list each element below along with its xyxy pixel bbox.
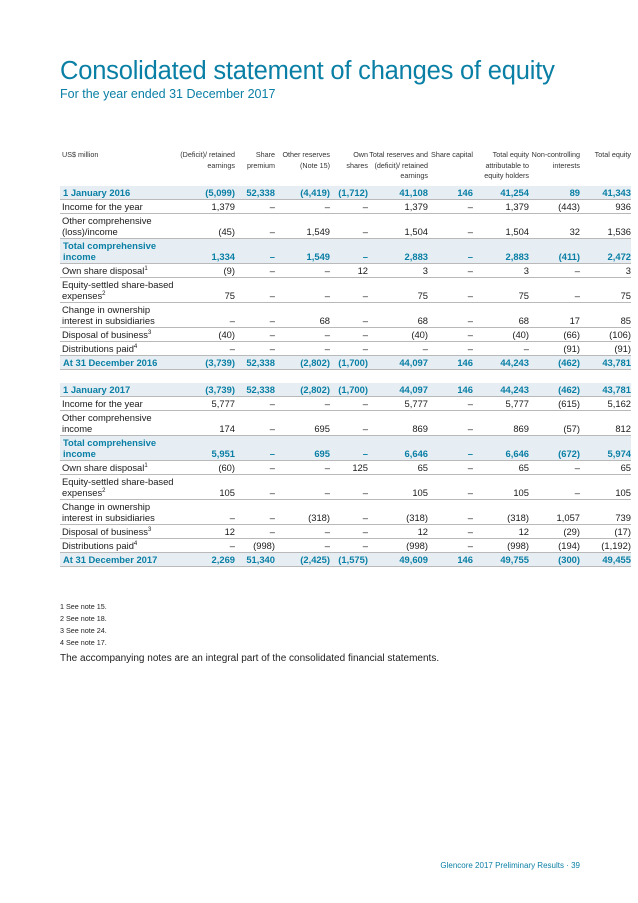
value-cell: 6,646 (368, 435, 428, 460)
value-cell: 1,549 (275, 238, 330, 263)
table-header-row (60, 150, 631, 186)
value-cell: 44,243 (473, 355, 529, 369)
value-cell: 5,162 (580, 396, 631, 410)
row-label-text: 1 January 2016 (63, 186, 131, 198)
value-cell: 89 (529, 186, 580, 200)
value-cell: 43,781 (580, 355, 631, 369)
equity-table (60, 150, 631, 567)
value-cell: 49,609 (368, 552, 428, 566)
value-cell: – (275, 327, 330, 341)
value-cell: 41,343 (580, 186, 631, 200)
value-cell: – (330, 435, 368, 460)
value-cell: – (235, 213, 275, 238)
value-cell: (318) (275, 499, 330, 524)
value-cell: 5,951 (180, 435, 235, 460)
value-cell: (106) (580, 327, 631, 341)
value-cell: – (235, 410, 275, 435)
value-cell: (45) (180, 213, 235, 238)
value-cell: – (235, 263, 275, 277)
value-cell: 41,108 (368, 186, 428, 200)
value-cell: – (428, 277, 473, 302)
table-subtotal-row (60, 435, 631, 460)
table-subtotal-row (60, 383, 631, 397)
value-cell: 68 (368, 302, 428, 327)
value-cell: – (330, 341, 368, 355)
value-cell: – (428, 199, 473, 213)
value-cell: (40) (368, 327, 428, 341)
row-label-text: Distributions paid (62, 342, 134, 354)
footnote-ref: 2 (102, 290, 106, 297)
value-cell: 5,974 (580, 435, 631, 460)
value-cell: (194) (529, 538, 580, 552)
value-cell: 1,379 (180, 199, 235, 213)
value-cell: (40) (180, 327, 235, 341)
value-cell: 52,338 (235, 383, 275, 397)
row-label-text: Disposal of business (62, 525, 148, 537)
table-row (60, 499, 631, 524)
value-cell: – (275, 524, 330, 538)
column-header: Share capital (431, 150, 473, 159)
row-label-text: Change in ownership interest in subsidiaries (62, 500, 155, 523)
row-label-text: Equity-settled share-based expenses (62, 278, 174, 301)
value-cell: – (235, 302, 275, 327)
value-cell: 105 (473, 474, 529, 499)
row-label (60, 524, 180, 538)
value-cell: – (235, 238, 275, 263)
value-cell: 52,338 (235, 355, 275, 369)
table-subtotal-row (60, 552, 631, 566)
value-cell: – (428, 327, 473, 341)
value-cell: 2,883 (368, 238, 428, 263)
row-label-text: Equity-settled share-based expenses (62, 475, 174, 498)
table-row (60, 327, 631, 341)
value-cell: (998) (368, 538, 428, 552)
value-cell: 75 (580, 277, 631, 302)
value-cell: 1,504 (473, 213, 529, 238)
value-cell: – (235, 341, 275, 355)
row-label-text: Total comprehensive income (63, 239, 157, 262)
row-label-text: Own share disposal (62, 264, 145, 276)
value-cell: 49,455 (580, 552, 631, 566)
row-label-text: Other comprehensive (loss)/income (62, 214, 152, 237)
value-cell: – (428, 460, 473, 474)
value-cell: 105 (580, 474, 631, 499)
value-cell: – (235, 327, 275, 341)
footnote-ref: 4 (133, 540, 138, 547)
table-row (60, 302, 631, 327)
table-row (60, 341, 631, 355)
row-label (60, 199, 180, 213)
value-cell: 65 (368, 460, 428, 474)
value-cell: 3 (368, 263, 428, 277)
footnote: 2 See note 18. (60, 614, 107, 623)
table-subtotal-row (60, 355, 631, 369)
value-cell: (66) (529, 327, 580, 341)
value-cell: – (235, 277, 275, 302)
footnote-ref: 3 (147, 329, 152, 336)
table-row (60, 277, 631, 302)
row-label (60, 213, 180, 238)
value-cell: (615) (529, 396, 580, 410)
row-label (60, 341, 180, 355)
value-cell: – (275, 396, 330, 410)
value-cell: (318) (473, 499, 529, 524)
value-cell: (672) (529, 435, 580, 460)
row-label-text: Disposal of business (62, 328, 148, 340)
value-cell: (91) (580, 341, 631, 355)
footnote-ref: 4 (133, 343, 138, 350)
value-cell: (17) (580, 524, 631, 538)
value-cell: 2,269 (180, 552, 235, 566)
column-header: Share premium (247, 150, 275, 170)
value-cell: 869 (473, 410, 529, 435)
column-header: Total equity (594, 150, 631, 159)
value-cell: 695 (275, 410, 330, 435)
value-cell: – (529, 474, 580, 499)
value-cell: 51,340 (235, 552, 275, 566)
value-cell: 43,781 (580, 383, 631, 397)
value-cell: – (428, 341, 473, 355)
row-label-text: At 31 December 2016 (63, 356, 158, 368)
value-cell: – (330, 199, 368, 213)
table-body (60, 186, 631, 567)
table-subtotal-row (60, 186, 631, 200)
value-cell: – (330, 538, 368, 552)
value-cell: (2,425) (275, 552, 330, 566)
statement-note: The accompanying notes are an integral part of the consolidated financial statements. (60, 653, 440, 664)
value-cell: – (235, 524, 275, 538)
value-cell: – (529, 263, 580, 277)
column-header: Non-controlling interests (531, 150, 580, 170)
value-cell: 75 (473, 277, 529, 302)
value-cell: 2,883 (473, 238, 529, 263)
value-cell: (1,700) (330, 355, 368, 369)
row-label-text: Total comprehensive income (63, 436, 157, 459)
row-label (60, 410, 180, 435)
value-cell: – (180, 341, 235, 355)
value-cell: – (275, 460, 330, 474)
value-cell: – (235, 435, 275, 460)
value-cell: 105 (368, 474, 428, 499)
value-cell: – (428, 474, 473, 499)
value-cell: – (368, 341, 428, 355)
value-cell: – (529, 460, 580, 474)
value-cell: (443) (529, 199, 580, 213)
value-cell: – (428, 410, 473, 435)
row-label (60, 263, 180, 277)
value-cell: 1,379 (473, 199, 529, 213)
value-cell: (91) (529, 341, 580, 355)
value-cell: 12 (180, 524, 235, 538)
value-cell: (462) (529, 383, 580, 397)
row-label-text: Distributions paid (62, 539, 134, 551)
value-cell: – (275, 474, 330, 499)
footnote: 4 See note 17. (60, 638, 107, 647)
value-cell: 1,379 (368, 199, 428, 213)
value-cell: – (428, 263, 473, 277)
table-subtotal-row (60, 238, 631, 263)
value-cell: 75 (180, 277, 235, 302)
value-cell: 739 (580, 499, 631, 524)
value-cell: – (330, 524, 368, 538)
value-cell: – (428, 213, 473, 238)
value-cell: 32 (529, 213, 580, 238)
page-subtitle: For the year ended 31 December 2017 (60, 87, 276, 101)
footnote-ref: 2 (102, 487, 106, 494)
value-cell: – (330, 499, 368, 524)
value-cell: 52,338 (235, 186, 275, 200)
value-cell: 5,777 (180, 396, 235, 410)
value-cell: – (529, 277, 580, 302)
value-cell: (1,712) (330, 186, 368, 200)
value-cell: – (330, 277, 368, 302)
value-cell: (998) (235, 538, 275, 552)
value-cell: – (428, 435, 473, 460)
value-cell: 812 (580, 410, 631, 435)
value-cell: 17 (529, 302, 580, 327)
row-label (60, 552, 180, 566)
row-label (60, 355, 180, 369)
footnote: 3 See note 24. (60, 626, 107, 635)
value-cell: (60) (180, 460, 235, 474)
row-label-text: Other comprehensive income (62, 411, 152, 434)
value-cell: – (235, 474, 275, 499)
value-cell: 12 (330, 263, 368, 277)
value-cell: 68 (473, 302, 529, 327)
spacer-cell (60, 369, 631, 383)
value-cell: (2,802) (275, 383, 330, 397)
value-cell: 65 (473, 460, 529, 474)
row-label-text: Income for the year (62, 200, 143, 212)
value-cell: (1,575) (330, 552, 368, 566)
table-row (60, 460, 631, 474)
value-cell: 41,254 (473, 186, 529, 200)
value-cell: 44,097 (368, 383, 428, 397)
value-cell: (1,192) (580, 538, 631, 552)
column-header: Total equity attributable to equity holders (484, 150, 529, 180)
footnote-ref: 1 (144, 462, 148, 469)
column-header: Own shares (346, 150, 368, 170)
value-cell: 12 (473, 524, 529, 538)
value-cell: 2,472 (580, 238, 631, 263)
value-cell: (998) (473, 538, 529, 552)
value-cell: 1,549 (275, 213, 330, 238)
value-cell: 146 (428, 383, 473, 397)
row-label (60, 435, 180, 460)
table-row (60, 524, 631, 538)
table-spacer-row (60, 369, 631, 383)
value-cell: – (428, 396, 473, 410)
value-cell: – (275, 277, 330, 302)
column-header: Total reserves and (deficit)/ retained earnings (369, 150, 428, 180)
column-header: US$ million (62, 150, 99, 159)
value-cell: – (330, 302, 368, 327)
table-row (60, 410, 631, 435)
value-cell: 65 (580, 460, 631, 474)
value-cell: – (275, 538, 330, 552)
table-row (60, 213, 631, 238)
table-row (60, 474, 631, 499)
row-label (60, 538, 180, 552)
row-label (60, 499, 180, 524)
value-cell: 6,646 (473, 435, 529, 460)
value-cell: (40) (473, 327, 529, 341)
value-cell: – (428, 238, 473, 263)
value-cell: 5,777 (368, 396, 428, 410)
value-cell: 105 (180, 474, 235, 499)
value-cell: 49,755 (473, 552, 529, 566)
row-label (60, 238, 180, 263)
table-row (60, 538, 631, 552)
row-label (60, 396, 180, 410)
value-cell: (462) (529, 355, 580, 369)
value-cell: 68 (275, 302, 330, 327)
footnote: 1 See note 15. (60, 602, 107, 611)
value-cell: (411) (529, 238, 580, 263)
value-cell: – (428, 499, 473, 524)
value-cell: – (330, 474, 368, 499)
row-label-text: 1 January 2017 (63, 383, 131, 395)
value-cell: 3 (473, 263, 529, 277)
column-header: Other reserves (Note 15) (282, 150, 330, 170)
value-cell: – (235, 199, 275, 213)
value-cell: (9) (180, 263, 235, 277)
value-cell: 44,243 (473, 383, 529, 397)
row-label (60, 474, 180, 499)
value-cell: 125 (330, 460, 368, 474)
value-cell: 1,504 (368, 213, 428, 238)
value-cell: 174 (180, 410, 235, 435)
value-cell: 3 (580, 263, 631, 277)
value-cell: – (330, 410, 368, 435)
row-label-text: At 31 December 2017 (63, 553, 158, 565)
row-label (60, 460, 180, 474)
value-cell: 5,777 (473, 396, 529, 410)
value-cell: (4,419) (275, 186, 330, 200)
value-cell: – (235, 460, 275, 474)
value-cell: (5,099) (180, 186, 235, 200)
row-label (60, 277, 180, 302)
row-label (60, 186, 180, 200)
value-cell: – (275, 263, 330, 277)
value-cell: – (330, 213, 368, 238)
value-cell: (29) (529, 524, 580, 538)
value-cell: (300) (529, 552, 580, 566)
row-label (60, 327, 180, 341)
value-cell: 1,536 (580, 213, 631, 238)
value-cell: 869 (368, 410, 428, 435)
value-cell: – (180, 499, 235, 524)
value-cell: (318) (368, 499, 428, 524)
row-label-text: Change in ownership interest in subsidiaries (62, 303, 155, 326)
value-cell: – (330, 327, 368, 341)
value-cell: – (180, 538, 235, 552)
value-cell: – (473, 341, 529, 355)
value-cell: – (235, 396, 275, 410)
value-cell: 1,057 (529, 499, 580, 524)
footnote-ref: 3 (147, 526, 152, 533)
value-cell: (3,739) (180, 355, 235, 369)
table-row (60, 199, 631, 213)
row-label-text: Income for the year (62, 397, 143, 409)
page-footer: Glencore 2017 Preliminary Results · 39 (440, 861, 580, 870)
value-cell: – (428, 524, 473, 538)
row-label-text: Own share disposal (62, 461, 145, 473)
row-label (60, 383, 180, 397)
value-cell: 936 (580, 199, 631, 213)
table-row (60, 263, 631, 277)
value-cell: 146 (428, 355, 473, 369)
value-cell: (57) (529, 410, 580, 435)
value-cell: (2,802) (275, 355, 330, 369)
value-cell: – (428, 538, 473, 552)
value-cell: – (180, 302, 235, 327)
value-cell: 85 (580, 302, 631, 327)
page-title: Consolidated statement of changes of equity (60, 57, 555, 85)
value-cell: – (428, 302, 473, 327)
value-cell: – (275, 341, 330, 355)
column-header: (Deficit)/ retained earnings (180, 150, 235, 170)
value-cell: 75 (368, 277, 428, 302)
value-cell: 1,334 (180, 238, 235, 263)
value-cell: – (330, 238, 368, 263)
row-label (60, 302, 180, 327)
value-cell: – (275, 199, 330, 213)
footnotes (60, 601, 107, 649)
footnote-ref: 1 (144, 265, 148, 272)
value-cell: 695 (275, 435, 330, 460)
value-cell: – (235, 499, 275, 524)
table-row (60, 396, 631, 410)
value-cell: 12 (368, 524, 428, 538)
value-cell: (3,739) (180, 383, 235, 397)
value-cell: 146 (428, 186, 473, 200)
value-cell: 146 (428, 552, 473, 566)
value-cell: 44,097 (368, 355, 428, 369)
value-cell: (1,700) (330, 383, 368, 397)
value-cell: – (330, 396, 368, 410)
